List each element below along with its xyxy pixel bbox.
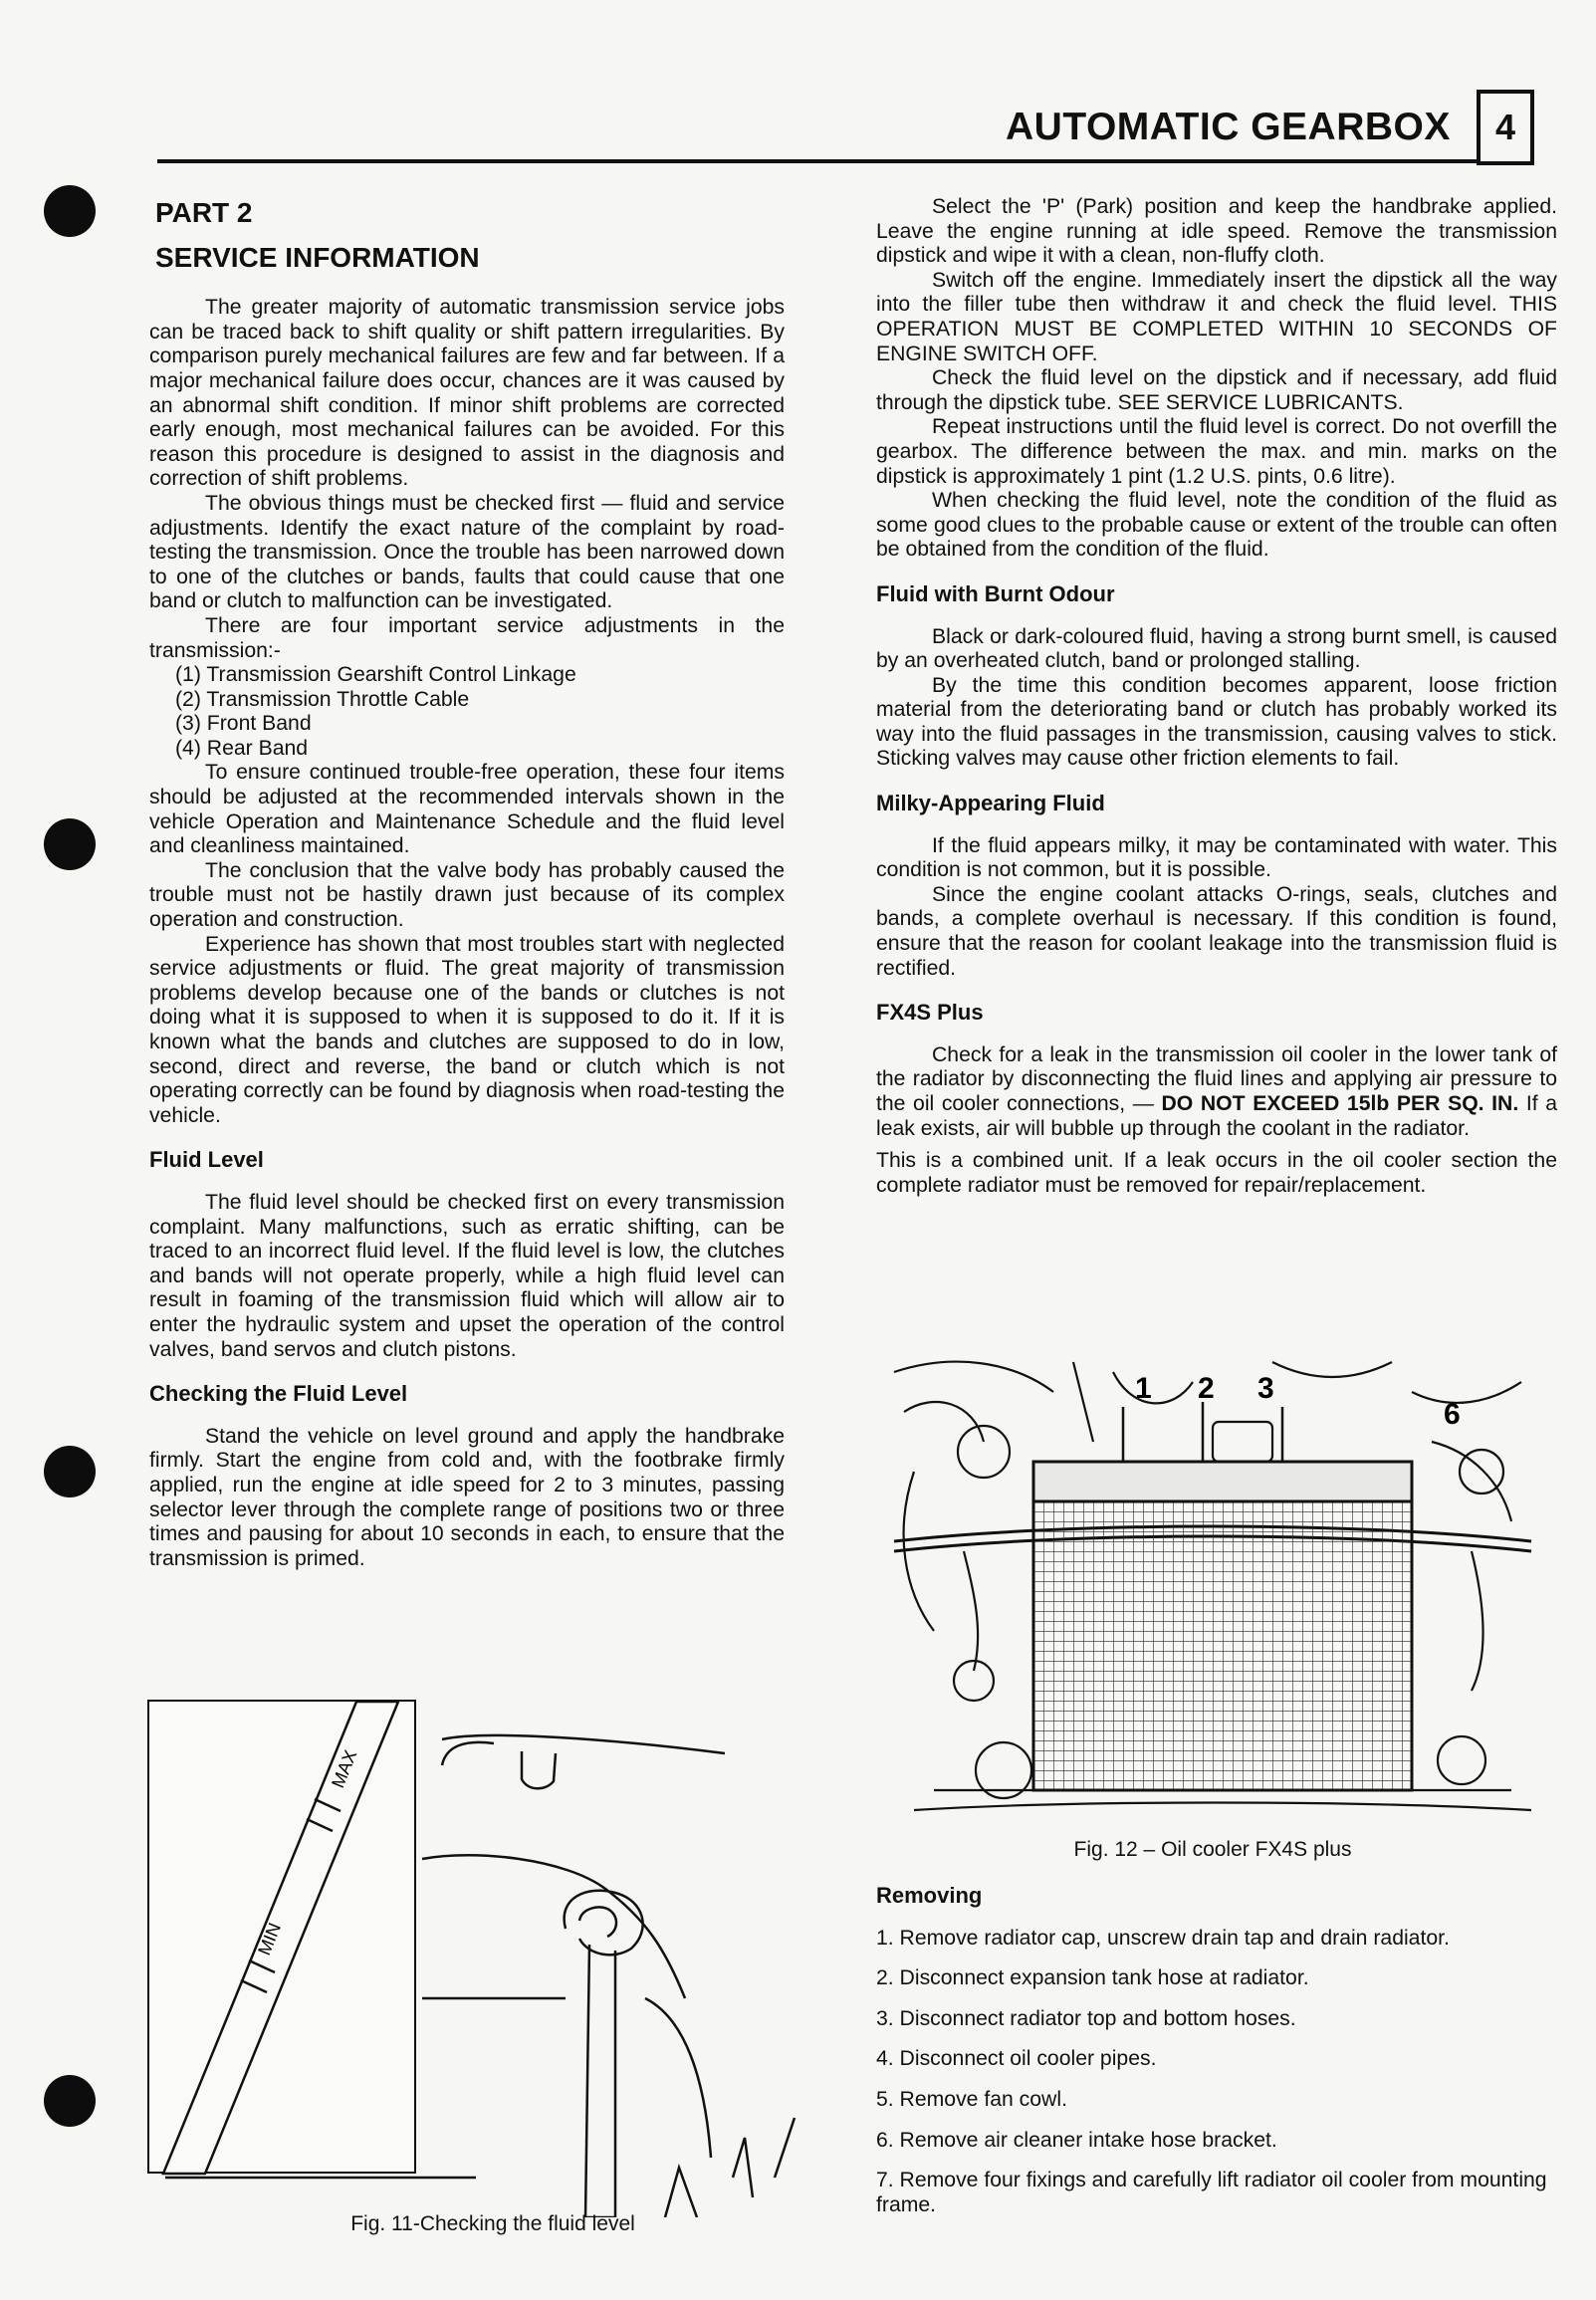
chapter-number-box: 4 [1477,90,1534,165]
callout-6: 6 [1444,1398,1461,1431]
pressure-warning: DO NOT EXCEED 15lb PER SQ. IN. [1161,1092,1519,1115]
oil-cooler-drawing [874,1352,1551,1820]
paragraph: The obvious things must be checked first — fluid and service adjustments. Identify the exact nature of the complaint by road-testing the transmission. Once the trouble has been narrowed down to one of the clutches or bands, faults that could cause that one band or clutch to malfunction can be investigated. [149,491,785,613]
header-rule [157,159,1478,163]
paragraph: This is a combined unit. If a leak occurs in the oil cooler section the complete radiator must be removed for repair/replacement. [876,1149,1557,1197]
adjustment-list [175,663,785,761]
step-item: 5. Remove fan cowl. [876,2087,1067,2111]
paragraph: To ensure continued trouble-free operation, these four items should be adjusted at the recommended intervals shown in the vehicle Operation and Maintenance Schedule and the fluid level and cleanliness maintained. [149,761,785,858]
section-heading: SERVICE INFORMATION [155,241,480,273]
removal-steps [876,1927,1553,2218]
list-item: (4) Rear Band [175,736,309,760]
punch-hole [44,185,96,237]
paragraph: Black or dark-coloured fluid, having a strong burnt smell, is caused by an overheated clutch, band or prolonged stalling. [876,624,1557,673]
figure-11-caption: Fig. 11-Checking the fluid level [350,2212,635,2235]
right-column [876,195,1557,1198]
list-item: (3) Front Band [175,712,312,736]
callout-3: 3 [1257,1372,1274,1405]
step-item: 3. Disconnect radiator top and bottom hoses. [876,2006,1296,2030]
subheading-fluid-level: Fluid Level [149,1147,264,1173]
step-item: 1. Remove radiator cap, unscrew drain tap and drain radiator. [876,1926,1450,1950]
subheading-checking-fluid-level: Checking the Fluid Level [149,1381,408,1407]
paragraph: Repeat instructions until the fluid level is correct. Do not overfill the gearbox. The difference between the max. and min. marks on the dipstick is approximately 1 pint (1.2 U.S. pints, 0.6 litre). [876,415,1557,488]
paragraph: There are four important service adjustments in the transmission:- [149,613,785,662]
left-column [149,195,785,1571]
subheading-burnt-odour: Fluid with Burnt Odour [876,580,1115,606]
figure-11 [147,1700,836,2237]
step-item: 4. Disconnect oil cooler pipes. [876,2047,1157,2071]
leak-check-text: Check for a leak in the transmission oil cooler in the lower tank of the radiator by disconnecting the fluid lines and applying air pressure to the oil cooler connections, — [876,1042,1557,1115]
dipstick-drawing [147,1700,836,2217]
paragraph: By the time this condition becomes apparent, loose friction material from the deteriorating band or clutch has probably worked its way into the fluid passages in the transmission, causing valves to stick. Sticking valves may cause other friction elements to fail. [876,673,1557,771]
punch-hole [44,818,96,870]
step-item: 6. Remove air cleaner intake hose bracket. [876,2128,1277,2152]
paragraph: The fluid level should be checked first on every transmission complaint. Many malfunctions, such as erratic shifting, can be traced to an incorrect fluid level. If the fluid level is low, the clutches and bands will not operate properly, while a high fluid level can result in foaming of the transmission fluid which will allow air to enter the hydraulic system and upset the operation of the control valves, band servos and clutch pistons. [149,1190,785,1361]
list-item: (2) Transmission Throttle Cable [175,687,470,711]
paragraph: When checking the fluid level, note the condition of the fluid as some good clues to the probable cause or extent of the trouble can often be obtained from the condition of the fluid. [876,489,1557,562]
punch-hole [44,2075,96,2127]
subheading-fx4s-plus: FX4S Plus [876,1000,984,1026]
paragraph: Since the engine coolant attacks O-rings, seals, clutches and bands, a complete overhaul is necessary. If this condition is found, ensure that the reason for coolant leakage into the transmission fluid is rectified. [876,882,1557,980]
figure-12-caption: Fig. 12 – Oil cooler FX4S plus [1073,1838,1352,1861]
removing-section [876,1884,1553,2233]
part-heading: PART 2 [155,197,253,228]
step-item: 2. Disconnect expansion tank hose at radiator. [876,1966,1309,1990]
paragraph: The greater majority of automatic transmission service jobs can be traced back to shift quality or shift pattern irregularities. By comparison purely mechanical failures are few and far between. If a major mechanical failure does occur, chances are it was caused by an abnormal shift condition. If minor shift problems are corrected early enough, most mechanical failures can be avoided. For this reason this procedure is designed to assist in the diagnosis and correction of shift problems. [149,296,785,491]
paragraph-leak-check [876,1043,1557,1141]
list-item: (1) Transmission Gearshift Control Linkage [175,663,576,687]
paragraph: Select the 'P' (Park) position and keep the handbrake applied. Leave the engine running at idle speed. Remove the transmission dipstick and wipe it with a clean, non-fluffy cloth. [876,195,1557,268]
callout-2: 2 [1198,1372,1215,1405]
paragraph: The conclusion that the valve body has probably caused the trouble must not be hastily drawn just because of its complex operation and construction. [149,858,785,932]
subheading-removing: Removing [876,1883,983,1908]
paragraph: Experience has shown that most troubles start with neglected service adjustments or fluid. The great majority of transmission problems develop because one of the bands or clutches is not doing what it is supposed to when it is supposed to do it. If it is known what the bands and clutches are supposed to do in low, second, direct and reverse, the band or clutch which is not operating correctly can be found by diagnosis when road-testing the vehicle. [149,932,785,1127]
punch-hole [44,1446,96,1497]
paragraph: Switch off the engine. Immediately insert the dipstick all the way into the filler tube then withdraw it and check the fluid level. THIS OPERATION MUST BE COMPLETED WITHIN 10 SECONDS OF ENGINE SWITCH OFF. [876,268,1557,365]
subheading-milky-fluid: Milky-Appearing Fluid [876,791,1105,816]
callout-1: 1 [1135,1372,1152,1405]
leak-check-text-end: If a leak exists, air will bubble up through the coolant in the radiator. [876,1092,1557,1140]
paragraph: Check the fluid level on the dipstick and if necessary, add fluid through the dipstick tube. SEE SERVICE LUBRICANTS. [876,366,1557,414]
paragraph: Stand the vehicle on level ground and apply the handbrake firmly. Start the engine from cold and, with the footbrake firmly applied, run the engine at idle speed for 2 to 3 minutes, passing selector lever through the complete range of positions two or three times and pausing for about 10 seconds in each, to ensure that the transmission is primed. [149,1424,785,1570]
max-mark-label: MAX [328,1746,361,1791]
chapter-title: AUTOMATIC GEARBOX [1006,106,1451,148]
figure-12 [874,1352,1551,1820]
paragraph: If the fluid appears milky, it may be contaminated with water. This condition is not common, but it is possible. [876,833,1557,882]
min-mark-label: MIN [254,1920,286,1958]
step-item: 7. Remove four fixings and carefully lift radiator oil cooler from mounting frame. [876,2169,1547,2216]
